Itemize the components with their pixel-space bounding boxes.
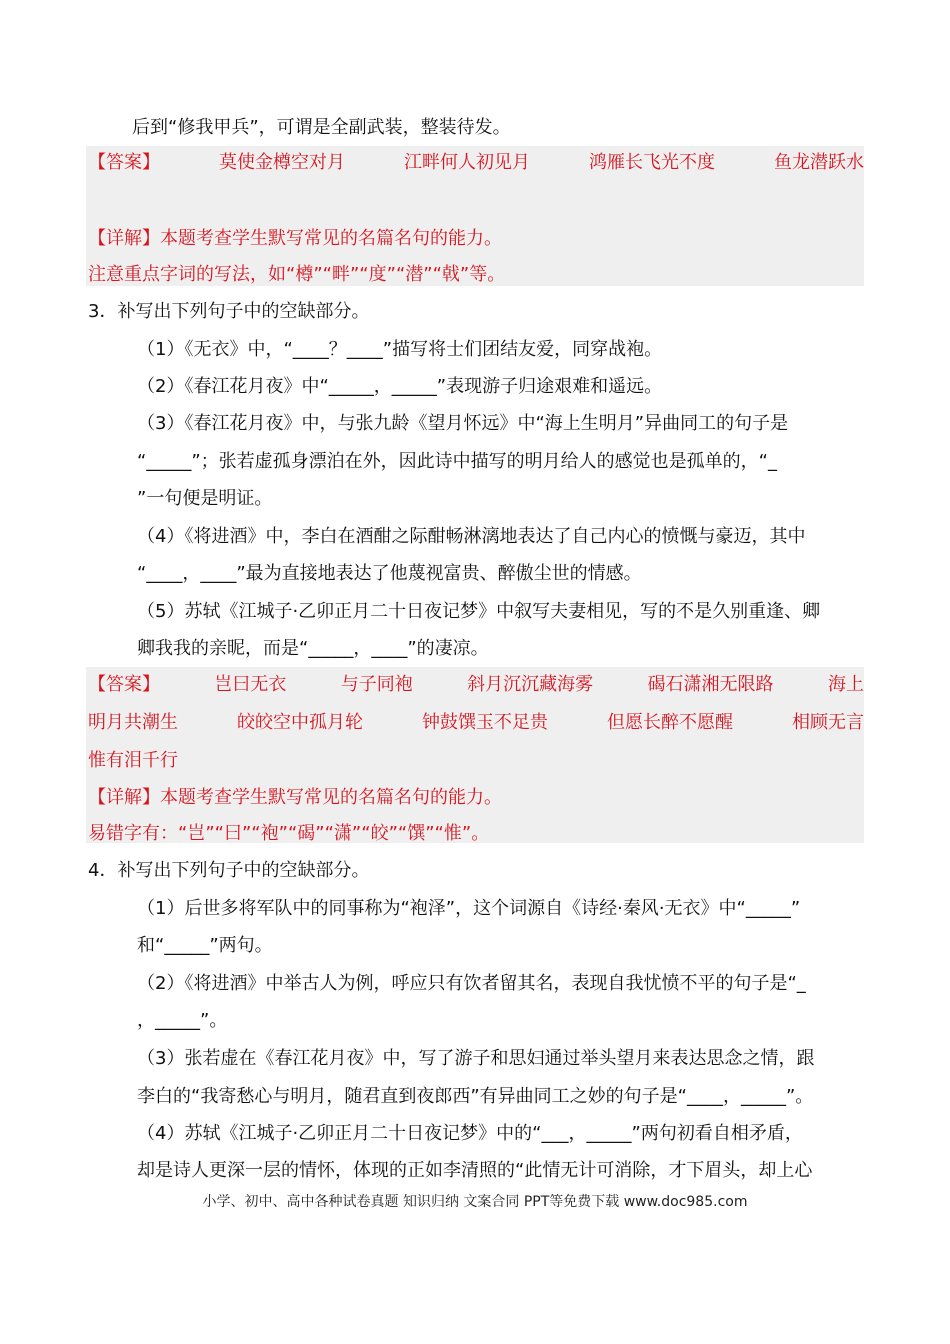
q4-item-2-line-1: （2）《将进酒》中举古人为例，呼应只有饮者留其名，表现自我忧愤不平的句子是“_ [137, 973, 806, 994]
page-footer: 小学、初中、高中各种试卷真题 知识归纳 文案合同 PPT等免费下载 www.doc985.com [202, 1194, 748, 1210]
q3-item-4-line-1: （4）《将进酒》中，李白在酒酣之际酣畅淋漓地表达了自己内心的愤慨与豪迈，其中 [137, 526, 806, 547]
answer-label: 【答案】 [88, 674, 160, 695]
answer-row-2 [88, 711, 864, 735]
q4-item-2-line-2: ，_____”。 [137, 1010, 228, 1031]
answer-item: 岂曰无衣 [214, 674, 287, 695]
answer-item: 但愿长醉不愿醒 [607, 712, 733, 733]
q3-item-3-line-3: ”一句便是明证。 [137, 488, 273, 509]
answer-item: 钟鼓馔玉不足贵 [422, 712, 548, 733]
detail-line: 【详解】本题考查学生默写常见的名篇名句的能力。 [88, 228, 502, 249]
answer-label: 【答案】 [88, 152, 160, 173]
answer-item: 与子同袍 [340, 674, 413, 695]
q4-item-1-line-2: 和“_____”两句。 [137, 935, 273, 956]
note-line: 易错字有：“岂”“曰”“袍”“碣”“潇”“皎”“馔”“惟”。 [88, 823, 490, 844]
note-line: 注意重点字词的写法，如“樽”“畔”“度”“潜”“戟”等。 [88, 264, 506, 285]
detail-line: 【详解】本题考查学生默写常见的名篇名句的能力。 [88, 787, 502, 808]
q3-item-1: （1）《无衣》中，“____？____”描写将士们团结友爱，同穿战袍。 [137, 339, 663, 360]
answer-item: 斜月沉沉藏海雾 [467, 674, 594, 695]
answer-item: 莫使金樽空对月 [219, 152, 345, 173]
answer-item: 江畔何人初见月 [404, 152, 530, 173]
question-4-heading: 4．补写出下列句子中的空缺部分。 [88, 860, 370, 881]
intro-line: 后到“修我甲兵”，可谓是全副武装，整装待发。 [132, 117, 511, 138]
answer-item: 明月共潮生 [88, 712, 178, 733]
answer-row-1 [88, 673, 864, 697]
answer-item: 皎皎空中孤月轮 [237, 712, 363, 733]
answer-row-1 [88, 151, 864, 175]
answer-item: 相顾无言 [792, 712, 864, 733]
q3-item-4-line-2: “____，____”最为直接地表达了他蔑视富贵、醉傲尘世的情感。 [137, 563, 642, 584]
q3-item-3-line-1: （3）《春江花月夜》中，与张九龄《望月怀远》中“海上生明月”异曲同工的句子是 [137, 413, 789, 434]
q3-item-5-line-1: （5）苏轼《江城子·乙卯正月二十日夜记梦》中叙写夫妻相见，写的不是久别重逢、卿 [137, 601, 821, 622]
answer-item: 鸿雁长飞光不度 [589, 152, 715, 173]
answer-item: 海上 [827, 674, 864, 695]
q4-item-1-line-1: （1）后世多将军队中的同事称为“袍泽”，这个词源自《诗经·秦风·无衣》中“_____” [137, 898, 801, 919]
q4-item-4-line-1: （4）苏轼《江城子·乙卯正月二十日夜记梦》中的“___，_____”两句初看自相矛盾， [137, 1123, 803, 1144]
q4-item-4-line-2: 却是诗人更深一层的情怀，体现的正如李清照的“此情无计可消除，才下眉头，却上心 [137, 1160, 813, 1181]
q4-item-3-line-2: 李白的“我寄愁心与明月，随君直到夜郎西”有异曲同工之妙的句子是“____，_____”。 [137, 1086, 814, 1107]
q4-item-3-line-1: （3）张若虚在《春江花月夜》中，写了游子和思妇通过举头望月来表达思念之情，跟 [137, 1048, 815, 1069]
answer-row-3: 惟有泪千行 [88, 750, 178, 771]
answer-item: 碣石潇湘无限路 [647, 674, 774, 695]
question-3-heading: 3．补写出下列句子中的空缺部分。 [88, 301, 370, 322]
answer-item: 鱼龙潜跃水 [774, 152, 864, 173]
q3-item-3-line-2: “_____”；张若虚孤身漂泊在外，因此诗中描写的明月给人的感觉也是孤单的，“_ [137, 451, 777, 472]
q3-item-5-line-2: 卿我我的亲昵，而是“_____，____”的凄凉。 [137, 638, 489, 659]
q3-item-2: （2）《春江花月夜》中“_____，_____”表现游子归途艰难和遥远。 [137, 376, 663, 397]
